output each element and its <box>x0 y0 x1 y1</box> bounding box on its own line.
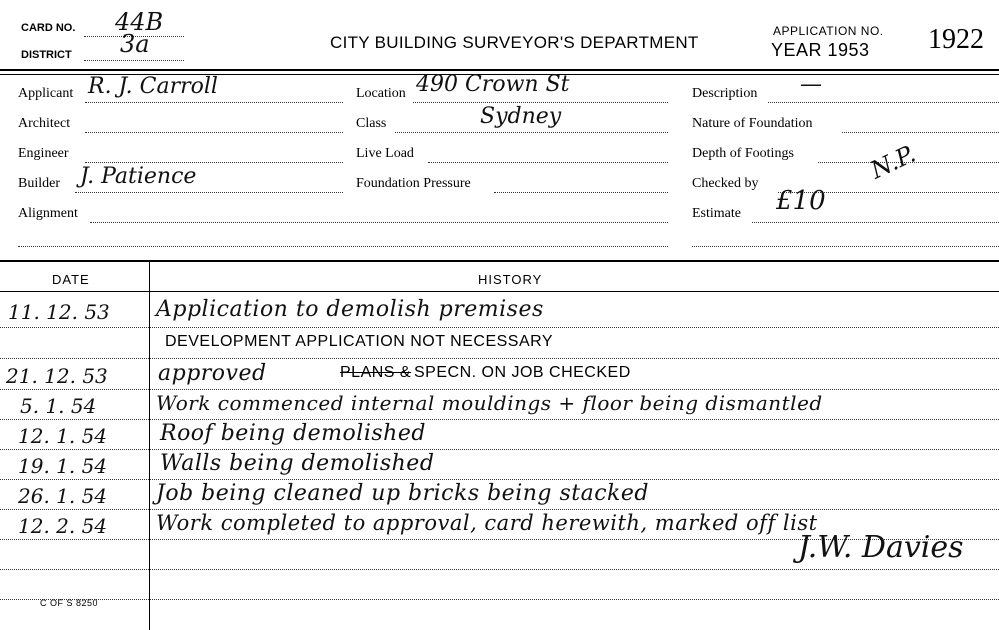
estimate-label: Estimate <box>692 206 741 221</box>
class-line <box>395 132 668 133</box>
signature: J.W. Davies <box>798 530 964 565</box>
location-label: Location <box>356 86 406 101</box>
nature-of-foundation-line <box>842 132 999 133</box>
builder-label: Builder <box>18 176 60 191</box>
header-divider <box>0 69 999 71</box>
history-rule <box>0 327 999 328</box>
history-entry: approved <box>158 361 267 386</box>
description-label: Description <box>692 86 758 101</box>
history-stamp: DEVELOPMENT APPLICATION NOT NECESSARY <box>165 333 554 350</box>
description-value: — <box>800 72 822 97</box>
description-line <box>768 102 999 103</box>
history-date: 26. 1. 54 <box>18 484 108 508</box>
department-title: CITY BUILDING SURVEYOR'S DEPARTMENT <box>330 33 699 52</box>
checked-by-label: Checked by <box>692 176 759 191</box>
location-line <box>413 102 668 103</box>
history-entry: Work completed to approval, card herewith, marked off list <box>156 511 818 535</box>
applicant-line <box>85 102 343 103</box>
history-stamp-struck: PLANS & <box>340 364 412 381</box>
form-code: C OF S 8250 <box>40 598 99 608</box>
history-rule <box>0 358 999 359</box>
architect-label: Architect <box>18 116 71 131</box>
class-value: Sydney <box>480 104 562 129</box>
history-stamp: SPECN. ON JOB CHECKED <box>414 364 631 381</box>
history-rule <box>0 569 999 570</box>
history-entry: Application to demolish premises <box>156 297 544 322</box>
history-date: 5. 1. 54 <box>20 394 97 418</box>
history-entry: Walls being demolished <box>160 451 435 476</box>
district-line <box>84 60 184 61</box>
live-load-line <box>428 162 668 163</box>
district-value: 3a <box>120 30 150 58</box>
history-rule <box>0 479 999 480</box>
applicant-value: R. J. Carroll <box>88 74 218 99</box>
engineer-line <box>85 162 343 163</box>
card-no-value: 44B <box>115 8 164 36</box>
history-date: 19. 1. 54 <box>18 454 108 478</box>
depth-of-footings-label: Depth of Footings <box>692 146 794 161</box>
history-rule <box>0 389 999 390</box>
history-entry: Work commenced internal mouldings + floor being dismantled <box>156 391 823 415</box>
builder-line <box>75 192 343 193</box>
location-value: 490 Crown St <box>416 72 570 97</box>
history-entry: Job being cleaned up bricks being stacked <box>156 481 649 506</box>
application-no-label: APPLICATION NO. <box>773 24 884 38</box>
estimate-line <box>752 222 999 223</box>
history-date: 12. 2. 54 <box>18 514 108 538</box>
blank-line-left <box>18 246 668 247</box>
nature-of-foundation-label: Nature of Foundation <box>692 116 813 131</box>
applicant-label: Applicant <box>18 86 74 101</box>
date-header: DATE <box>52 272 90 287</box>
architect-line <box>85 132 343 133</box>
history-rule <box>0 419 999 420</box>
foundation-pressure-label: Foundation Pressure <box>356 176 471 191</box>
checked-by-value: N.P. <box>866 139 920 185</box>
card-no-label: CARD NO. <box>21 22 76 34</box>
blank-line-right <box>692 246 999 247</box>
alignment-label: Alignment <box>18 206 78 221</box>
application-no-value: 1922 <box>928 24 984 55</box>
estimate-value: £10 <box>776 186 826 216</box>
live-load-label: Live Load <box>356 146 414 161</box>
class-label: Class <box>356 116 387 131</box>
builder-value: J. Patience <box>80 164 197 189</box>
history-rule <box>0 599 999 600</box>
alignment-line <box>90 222 668 223</box>
history-header-rule <box>0 291 999 292</box>
year-label: YEAR 1953 <box>771 40 870 60</box>
foundation-pressure-line <box>494 192 668 193</box>
history-date: 21. 12. 53 <box>6 364 108 388</box>
date-column-divider <box>149 262 150 630</box>
history-entry: Roof being demolished <box>160 421 426 446</box>
history-rule <box>0 449 999 450</box>
history-date: 12. 1. 54 <box>18 424 108 448</box>
history-rule <box>0 509 999 510</box>
history-date: 11. 12. 53 <box>8 300 110 324</box>
engineer-label: Engineer <box>18 146 69 161</box>
district-label: DISTRICT <box>21 49 72 61</box>
history-header: HISTORY <box>478 272 543 287</box>
